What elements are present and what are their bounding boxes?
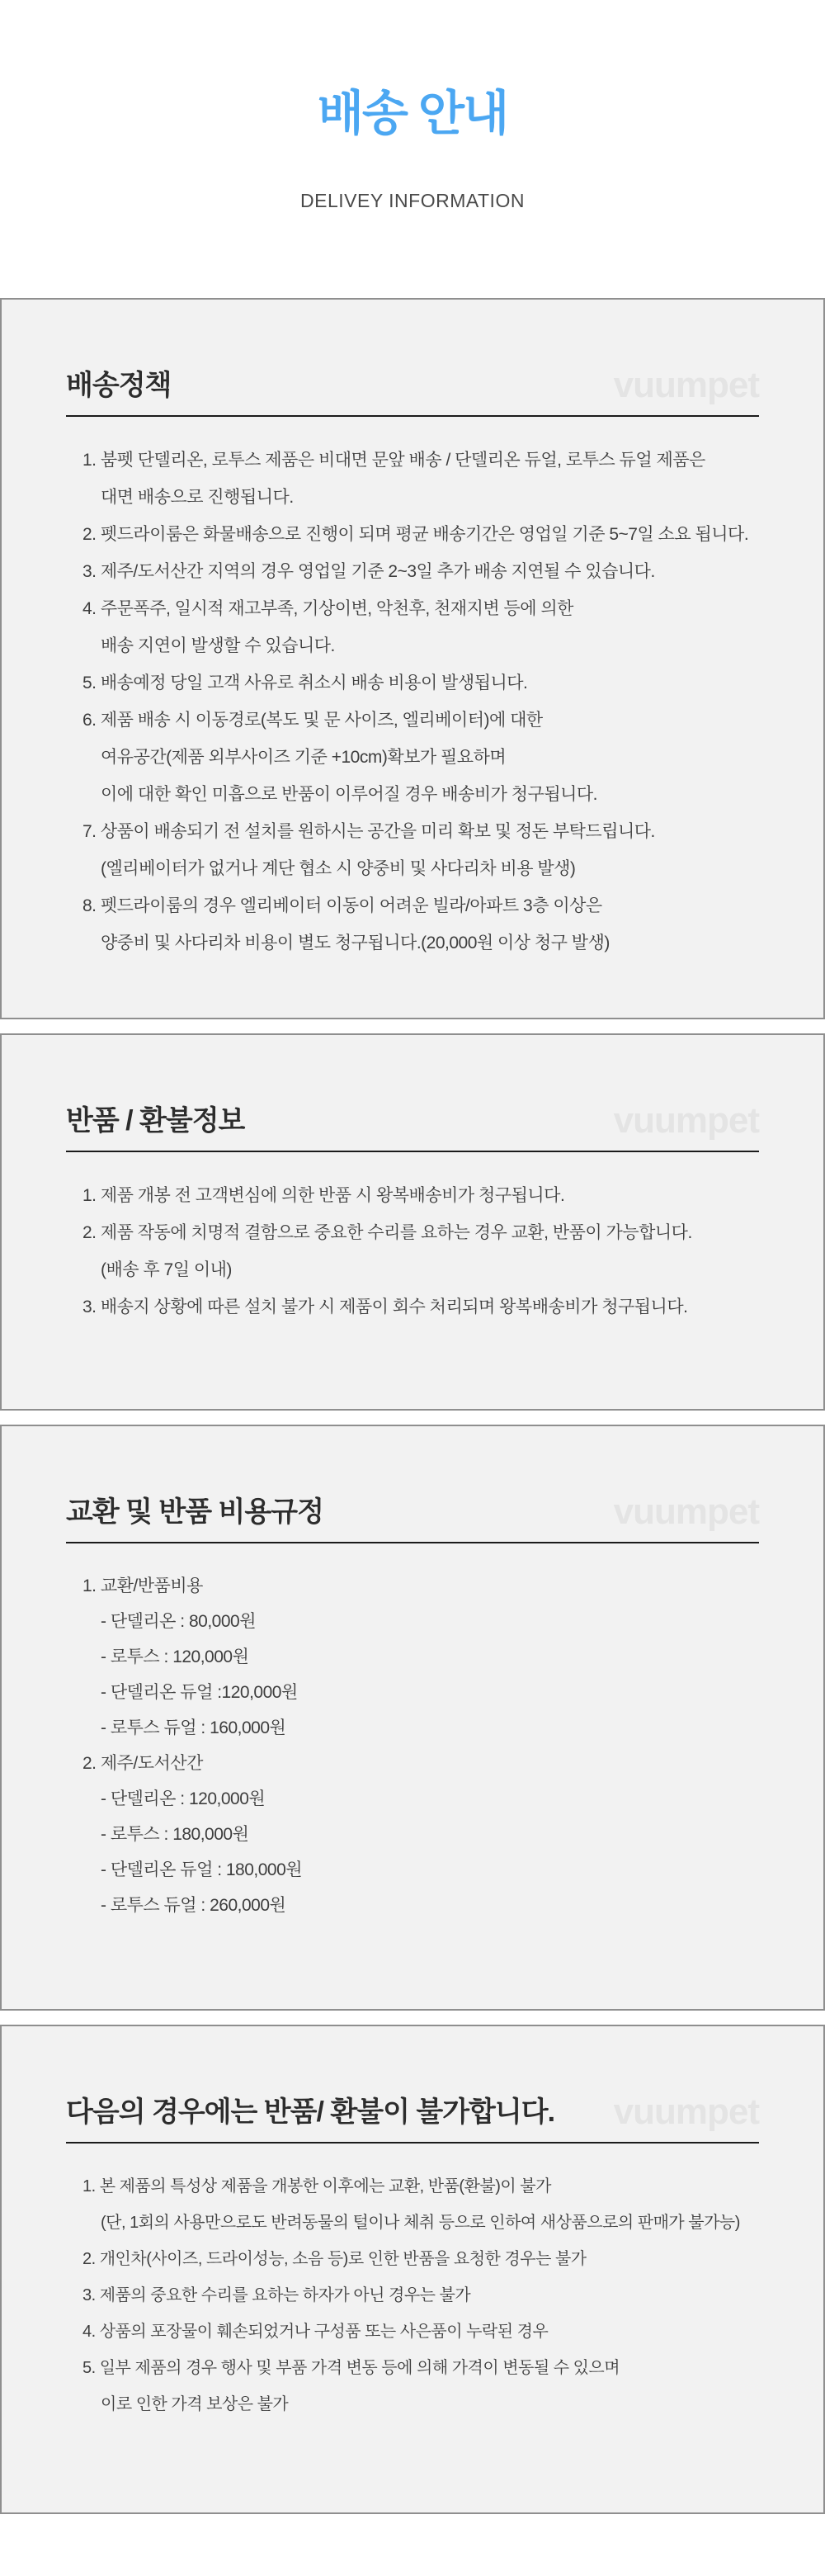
list-item-line: 3. 제주/도서산간 지역의 경우 영업일 기준 2~3일 추가 배송 지연될 수 있습니다. bbox=[82, 561, 655, 581]
list-item-line: (엘리베이터가 없거나 계단 협소 시 양중비 및 사다리차 비용 발생) bbox=[101, 858, 576, 878]
list-item-line: 2. 제주/도서산간 bbox=[82, 1753, 203, 1773]
list-item-line: (단, 1회의 사용만으로도 반려동물의 털이나 체취 등으로 인하여 새상품으로의 판매가 불가능) bbox=[101, 2213, 740, 2232]
list-item-line: 1. 본 제품의 특성상 제품을 개봉한 이후에는 교환, 반품(환불)이 불가 bbox=[82, 2177, 551, 2196]
list-item-line: 이로 인한 가격 보상은 불가 bbox=[101, 2394, 289, 2413]
section-item-list bbox=[82, 1177, 759, 1359]
section-card bbox=[0, 298, 825, 1019]
section-title: 다음의 경우에는 반품/ 환불이 불가합니다. bbox=[66, 2096, 555, 2128]
section-list bbox=[0, 298, 825, 2514]
list-item-line: 5. 일부 제품의 경우 행사 및 부품 가격 변동 등에 의해 가격이 변동될 수 있으며 bbox=[82, 2358, 620, 2377]
watermark-logo: vuumpet bbox=[613, 2092, 759, 2132]
section-title: 교환 및 반품 비용규정 bbox=[66, 1496, 323, 1528]
list-item-line: 5. 배송예정 당일 고객 사유로 취소시 배송 비용이 발생됩니다. bbox=[82, 673, 528, 692]
list-item-line: - 로투스 : 120,000원 bbox=[101, 1647, 249, 1666]
section-item-list bbox=[82, 1568, 759, 1956]
section-header bbox=[66, 1491, 759, 1532]
list-item-line: - 로투스 듀얼 : 160,000원 bbox=[101, 1718, 286, 1737]
section-card bbox=[0, 1033, 825, 1411]
section-title: 반품 / 환불정보 bbox=[66, 1104, 245, 1137]
list-item-line: 1. 제품 개봉 전 고객변심에 의한 반품 시 왕복배송비가 청구됩니다. bbox=[82, 1185, 565, 1205]
section-header bbox=[66, 1100, 759, 1141]
watermark-logo: vuumpet bbox=[613, 365, 759, 405]
section-card bbox=[0, 2025, 825, 2514]
section-item-list bbox=[82, 2168, 759, 2455]
list-item-line: 7. 상품이 배송되기 전 설치를 원하시는 공간을 미리 확보 및 정돈 부탁드립니다. bbox=[82, 821, 655, 841]
list-item-line: 1. 교환/반품비용 bbox=[82, 1576, 203, 1595]
list-item-line: 1. 붐펫 단델리온, 로투스 제품은 비대면 문앞 배송 / 단델리온 듀얼, 로투스 듀얼 제품은 bbox=[82, 450, 705, 470]
list-item-line: - 단델리온 듀얼 :120,000원 bbox=[101, 1682, 298, 1702]
list-item-line: 4. 상품의 포장물이 훼손되었거나 구성품 또는 사은품이 누락된 경우 bbox=[82, 2322, 549, 2341]
list-item-line: 3. 배송지 상황에 따른 설치 불가 시 제품이 회수 처리되며 왕복배송비가 청구됩니다. bbox=[82, 1297, 688, 1316]
section-card bbox=[0, 1425, 825, 2011]
list-item-line: 배송 지연이 발생할 수 있습니다. bbox=[101, 636, 335, 655]
list-item-line: - 로투스 듀얼 : 260,000원 bbox=[101, 1895, 286, 1915]
list-item-line: - 로투스 : 180,000원 bbox=[101, 1824, 249, 1844]
section-header bbox=[66, 2092, 759, 2132]
list-item-line: 2. 개인차(사이즈, 드라이성능, 소음 등)로 인한 반품을 요청한 경우는 불가 bbox=[82, 2249, 587, 2268]
list-item-line: 양중비 및 사다리차 비용이 별도 청구됩니다.(20,000원 이상 청구 발생) bbox=[101, 933, 610, 952]
section-divider bbox=[66, 1542, 759, 1543]
list-item-line: 이에 대한 확인 미흡으로 반품이 이루어질 경우 배송비가 청구됩니다. bbox=[101, 784, 598, 804]
page-subtitle: DELIVEY INFORMATION bbox=[300, 190, 525, 211]
list-item-line: 8. 펫드라이룸의 경우 엘리베이터 이동이 어려운 빌라/아파트 3층 이상은 bbox=[82, 896, 602, 915]
list-item-line: - 단델리온 듀얼 : 180,000원 bbox=[101, 1860, 303, 1879]
list-item-line: 여유공간(제품 외부사이즈 기준 +10cm)확보가 필요하며 bbox=[101, 747, 507, 767]
watermark-logo: vuumpet bbox=[613, 1491, 759, 1532]
section-title: 배송정책 bbox=[66, 369, 172, 401]
list-item-line: 2. 제품 작동에 치명적 결함으로 중요한 수리를 요하는 경우 교환, 반품이 가능합니다. bbox=[82, 1222, 692, 1242]
list-item-line: 2. 펫드라이룸은 화물배송으로 진행이 되며 평균 배송기간은 영업일 기준 5~7일 소요 됩니다. bbox=[82, 524, 749, 544]
section-divider bbox=[66, 1151, 759, 1152]
section-divider bbox=[66, 2142, 759, 2144]
section-divider bbox=[66, 415, 759, 417]
page-header bbox=[0, 0, 825, 212]
list-item-line: 6. 제품 배송 시 이동경로(복도 및 문 사이즈, 엘리베이터)에 대한 bbox=[82, 710, 543, 730]
list-item-line: - 단델리온 : 80,000원 bbox=[101, 1611, 256, 1631]
list-item-line: 3. 제품의 중요한 수리를 요하는 하자가 아닌 경우는 불가 bbox=[82, 2285, 471, 2304]
section-header bbox=[66, 365, 759, 405]
list-item-line: 4. 주문폭주, 일시적 재고부족, 기상이변, 악천후, 천재지변 등에 의한 bbox=[82, 598, 573, 618]
page-title: 배송 안내 bbox=[317, 87, 508, 140]
list-item-line: 대면 배송으로 진행됩니다. bbox=[101, 487, 294, 507]
section-item-list bbox=[82, 442, 759, 995]
watermark-logo: vuumpet bbox=[613, 1100, 759, 1141]
list-item-line: (배송 후 7일 이내) bbox=[101, 1260, 232, 1279]
list-item-line: - 단델리온 : 120,000원 bbox=[101, 1789, 266, 1808]
